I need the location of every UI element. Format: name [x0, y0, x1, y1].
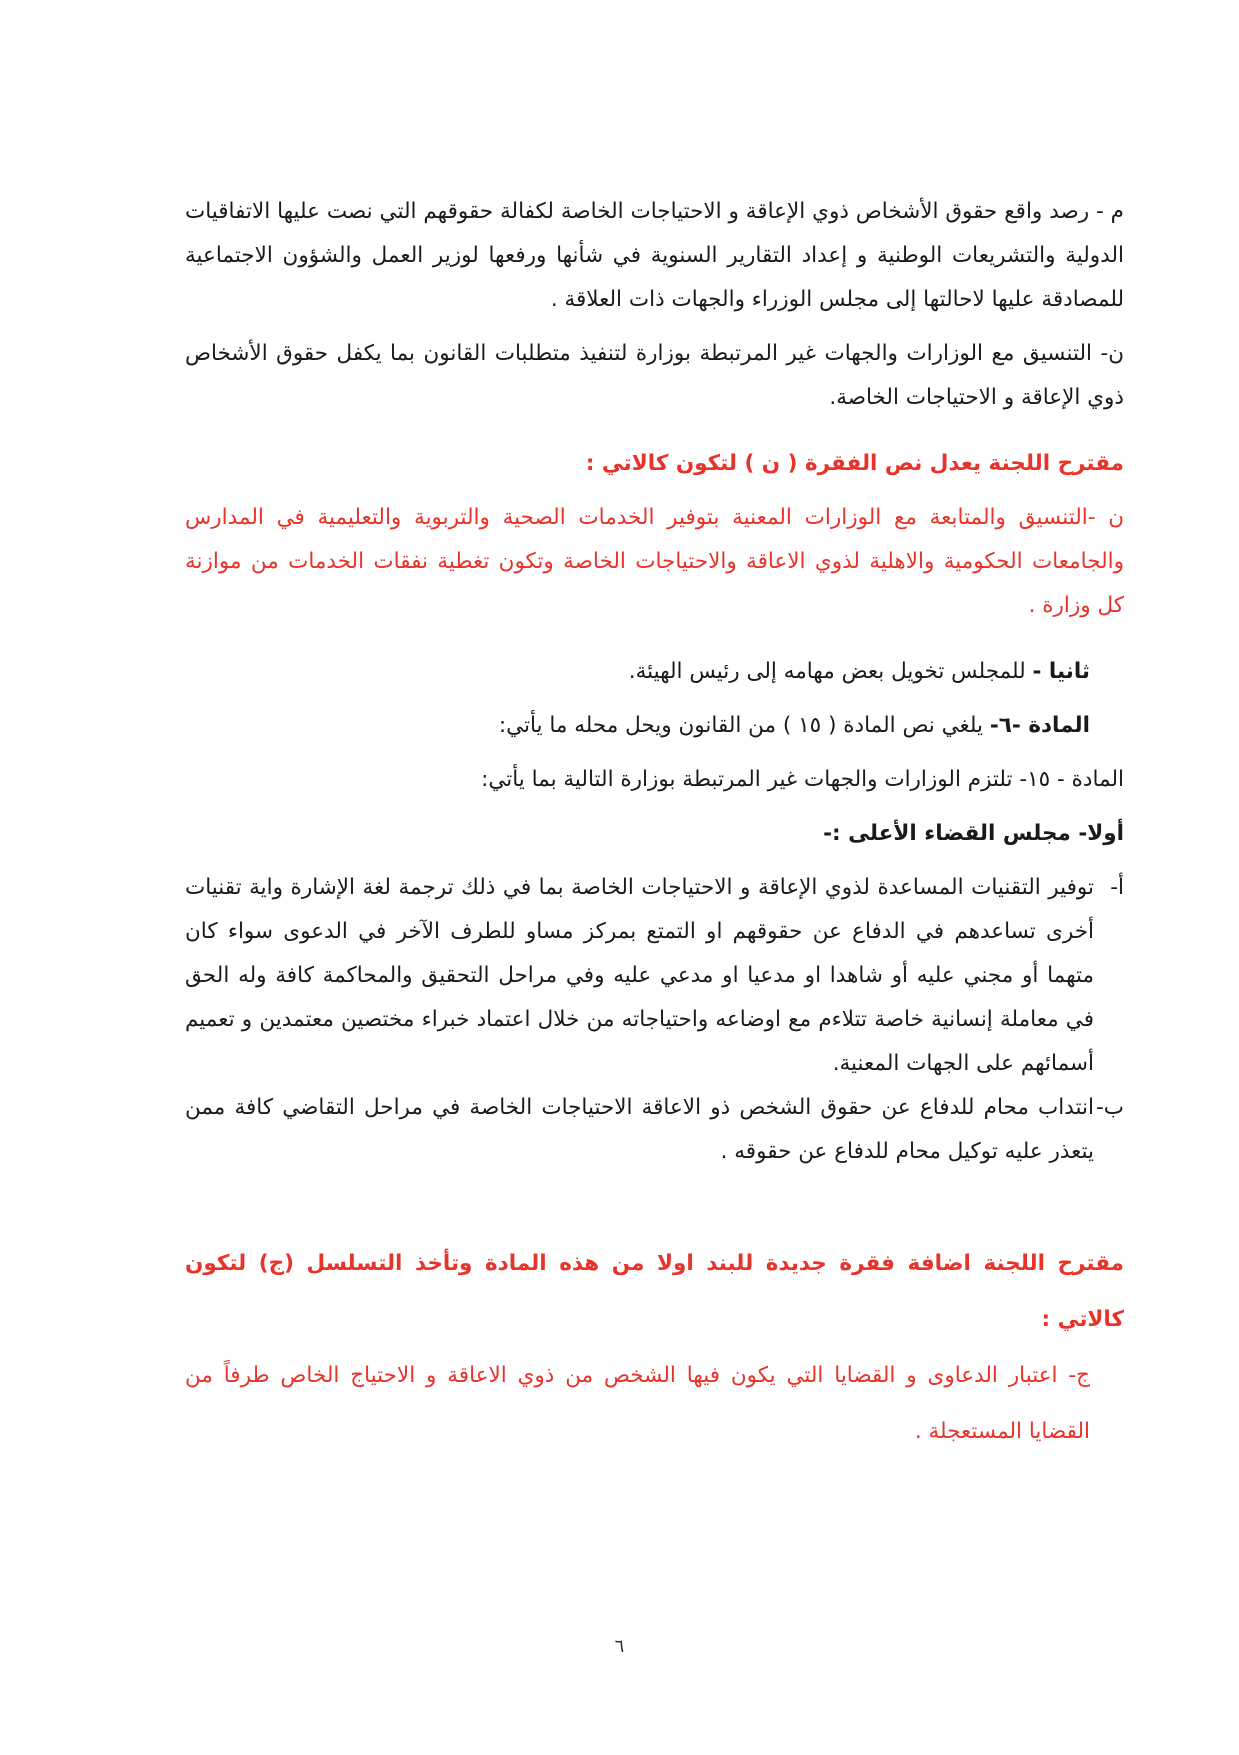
- paragraph-n: ن- التنسيق مع الوزارات والجهات غير المرتبطة بوزارة لتنفيذ متطلبات القانون بما يكفل حقوق الأشخاص ذوي الإعاقة و الاحتياجات الخاصة.: [185, 341, 1124, 410]
- article-6: [185, 704, 1124, 748]
- page-number: ٦: [614, 1636, 625, 1657]
- item-a-marker: أ-: [1110, 875, 1124, 900]
- proposal-1-heading: مقترح اللجنة يعدل نص الفقرة ( ن ) لتكون كالاتي :: [585, 451, 1124, 476]
- article-6-label: المادة -٦-: [989, 713, 1090, 738]
- article-15: المادة - ١٥- تلتزم الوزارات والجهات غير المرتبطة بوزارة التالية بما يأتي:: [481, 767, 1124, 792]
- item-b-marker: ب-: [1096, 1095, 1124, 1120]
- proposal-2-heading: مقترح اللجنة اضافة فقرة جديدة للبند اولا من هذه المادة وتأخذ التسلسل (ج) لتكون كالاتي :: [185, 1251, 1124, 1332]
- second-clause: [185, 650, 1124, 694]
- item-b-text: انتداب محام للدفاع عن حقوق الشخص ذو الاعاقة الاحتياجات الخاصة في مراحل التقاضي كافة ممن يتعذر عليه توكيل محام للدفاع عن حقوقه .: [185, 1095, 1094, 1164]
- second-text: للمجلس تخويل بعض مهامه إلى رئيس الهيئة.: [628, 659, 1033, 684]
- list-item-b: [185, 1086, 1124, 1174]
- first-heading: أولا- مجلس القضاء الأعلى :-: [823, 821, 1124, 846]
- article-6-text: يلغي نص المادة ( ١٥ ) من القانون ويحل محله ما يأتي:: [498, 713, 990, 738]
- second-label: ثانيا -: [1032, 659, 1090, 684]
- proposal-1-text: ن -التنسيق والمتابعة مع الوزارات المعنية بتوفير الخدمات الصحية والتربوية والتعليمية في المدارس والجامعات الحكومية والاهلية لذوي الاعاقة والاحتياجات الخاصة وتكون تغطية نفقات الخدمات من موازنة كل وزارة .: [185, 505, 1124, 618]
- list-item-a: [185, 866, 1124, 1086]
- paragraph-m: م - رصد واقع حقوق الأشخاص ذوي الإعاقة و الاحتياجات الخاصة لكفالة حقوقهم التي نصت عليها الاتفاقيات الدولية والتشريعات الوطنية و إعداد التقارير السنوية في شأنها ورفعها لوزير العمل والشؤون الاجتماعية للمصادقة عليها لاحالتها إلى مجلس الوزراء والجهات ذات العلاقة .: [185, 199, 1124, 312]
- proposal-2-text: ج- اعتبار الدعاوى و القضايا التي يكون فيها الشخص من ذوي الاعاقة و الاحتياج الخاص طرفاً من القضايا المستعجلة .: [185, 1363, 1090, 1444]
- item-a-text: توفير التقنيات المساعدة لذوي الإعاقة و الاحتياجات الخاصة بما في ذلك ترجمة لغة الإشارة واية تقنيات أخرى تساعدهم في الدفاع عن حقوقهم او التمتع بمركز مساو للطرف الآخر في الدعوى سواء كان متهما أو مجني عليه أو شاهدا او مدعيا او مدعي عليه وفي مراحل التحقيق والمحاكمة كافة وله الحق في معاملة إنسانية خاصة تتلاءم مع اوضاعه واحتياجاته من خلال اعتماد خبراء مختصين معتمدين و تعميم أسمائهم على الجهات المعنية.: [185, 875, 1094, 1076]
